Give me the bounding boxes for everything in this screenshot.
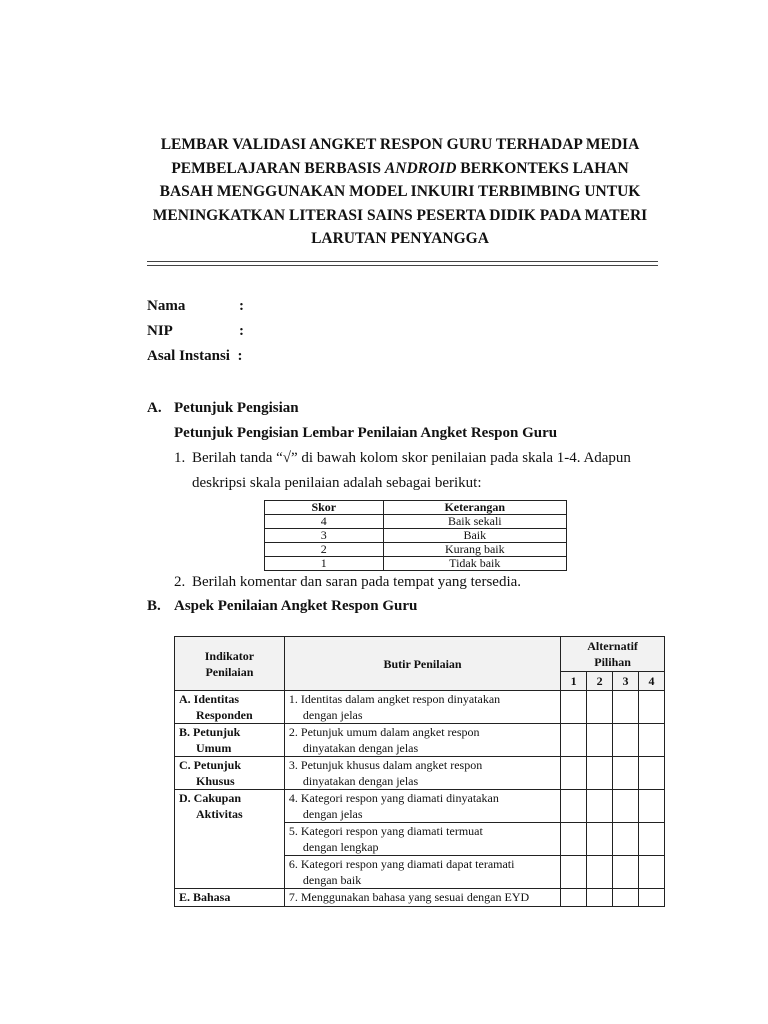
item-cell: [284, 724, 560, 757]
scale-description: Kurang baik: [383, 543, 566, 557]
field-nip-colon: :: [239, 323, 244, 339]
table-row: [265, 515, 567, 529]
scale-description: Tidak baik: [383, 557, 566, 571]
field-nip: [147, 323, 244, 340]
title-line-1: LEMBAR VALIDASI ANGKET RESPON GURU TERHADAP MEDIA: [160, 136, 640, 153]
indicator-line-2: Responden: [196, 708, 253, 722]
score-cell-1[interactable]: [561, 691, 587, 724]
table-row: [175, 757, 665, 790]
header-alternatif-line-1: Alternatif: [587, 639, 638, 653]
scale-description: Baik sekali: [383, 515, 566, 529]
score-col-3: 3: [613, 672, 639, 691]
score-cell-1[interactable]: [561, 823, 587, 856]
item-cell: [284, 889, 560, 907]
section-a-heading: Petunjuk Pengisian: [174, 400, 299, 416]
header-indikator-line-1: Indikator: [204, 648, 255, 663]
score-col-2: 2: [587, 672, 613, 691]
item-line-1: 6. Kategori respon yang diamati dapat teramati: [288, 857, 515, 871]
score-cell-4[interactable]: [639, 856, 665, 889]
score-cell-4[interactable]: [639, 889, 665, 907]
indicator-cell: [175, 691, 285, 724]
indicator-line-1: E. Bahasa: [179, 890, 231, 904]
score-cell-1[interactable]: [561, 856, 587, 889]
header-alternatif: [561, 637, 665, 672]
scale-table-header: [265, 501, 567, 515]
item-line-2: dengan jelas: [302, 708, 363, 722]
field-nip-label: NIP: [147, 323, 173, 339]
indicator-line-2: Umum: [196, 741, 232, 755]
title-line-2-post: BERKONTEKS LAHAN: [456, 159, 629, 177]
title-line-2: [140, 157, 660, 181]
item-line-2: dengan baik: [302, 873, 362, 887]
scale-description: Baik: [383, 529, 566, 543]
field-nama: [147, 298, 244, 315]
scale-score: 2: [265, 543, 384, 557]
title-line-4: MENINGKATKAN LITERASI SAINS PESERTA DIDIK PADA MATERI: [152, 206, 648, 224]
indicator-cell: [175, 724, 285, 757]
item-line-2: dengan lengkap: [302, 840, 379, 854]
instruction-2-number: 2.: [174, 574, 186, 590]
scale-score: 4: [265, 515, 384, 529]
score-cell-4[interactable]: [639, 691, 665, 724]
section-b-marker: B.: [147, 598, 161, 614]
score-cell-3[interactable]: [613, 724, 639, 757]
score-cell-1[interactable]: [561, 790, 587, 823]
table-row: [265, 529, 567, 543]
section-a-marker: A.: [147, 400, 162, 416]
header-indikator: [175, 637, 285, 691]
item-cell: [284, 691, 560, 724]
item-line-2: dinyatakan dengan jelas: [302, 741, 419, 755]
field-asal-instansi-label: Asal Instansi: [147, 348, 230, 364]
field-nama-label: Nama: [147, 298, 186, 314]
item-line-2: dinyatakan dengan jelas: [302, 774, 419, 788]
item-cell: [284, 823, 560, 856]
score-cell-2[interactable]: [587, 757, 613, 790]
scale-score: 3: [265, 529, 384, 543]
score-cell-2[interactable]: [587, 691, 613, 724]
scale-header-keterangan: Keterangan: [383, 501, 566, 515]
item-line-1: 4. Kategori respon yang diamati dinyatakan: [288, 791, 499, 805]
title-line-3: BASAH MENGGUNAKAN MODEL INKUIRI TERBIMBING UNTUK: [159, 183, 641, 200]
title-line-2-pre: PEMBELAJARAN BERBASIS: [171, 159, 385, 177]
document-title: [140, 133, 660, 251]
section-a-subheading: Petunjuk Pengisian Lembar Penilaian Angket Respon Guru: [174, 425, 558, 441]
score-cell-3[interactable]: [613, 889, 639, 907]
title-android-word: ANDROID: [384, 159, 457, 177]
item-line-1: 1. Identitas dalam angket respon dinyatakan: [288, 692, 501, 706]
indicator-cell: [175, 889, 285, 907]
instruction-2-text: Berilah komentar dan saran pada tempat yang tersedia.: [192, 574, 522, 590]
table-row: [265, 557, 567, 571]
title-divider-thick: [147, 261, 658, 262]
field-asal-instansi: [147, 348, 242, 365]
item-cell: [284, 790, 560, 823]
section-b-heading: Aspek Penilaian Angket Respon Guru: [174, 598, 418, 614]
score-cell-2[interactable]: [587, 856, 613, 889]
score-cell-2[interactable]: [587, 790, 613, 823]
scale-score: 1: [265, 557, 384, 571]
score-cell-2[interactable]: [587, 724, 613, 757]
instruction-1-line-1: Berilah tanda “√” di bawah kolom skor penilaian pada skala 1-4. Adapun: [192, 450, 631, 466]
indicator-line-1: C. Petunjuk: [179, 758, 242, 772]
item-line-1: 7. Menggunakan bahasa yang sesuai dengan EYD: [288, 890, 530, 904]
table-row: [175, 889, 665, 907]
item-line-1: 3. Petunjuk khusus dalam angket respon: [288, 758, 483, 772]
score-cell-4[interactable]: [639, 724, 665, 757]
header-alternatif-line-2: Pilihan: [594, 655, 631, 669]
scale-header-skor: Skor: [265, 501, 384, 515]
score-cell-2[interactable]: [587, 823, 613, 856]
item-line-1: 5. Kategori respon yang diamati termuat: [288, 824, 483, 838]
title-divider-thin: [147, 265, 658, 266]
item-line-1: 2. Petunjuk umum dalam angket respon: [288, 725, 480, 739]
score-cell-3[interactable]: [613, 691, 639, 724]
indicator-cell: [175, 790, 285, 889]
score-cell-3[interactable]: [613, 856, 639, 889]
score-cell-4[interactable]: [639, 790, 665, 823]
item-line-2: dengan jelas: [302, 807, 363, 821]
score-col-1: 1: [561, 672, 587, 691]
table-row: [175, 790, 665, 823]
score-cell-2[interactable]: [587, 889, 613, 907]
score-cell-3[interactable]: [613, 757, 639, 790]
indicator-line-1: A. Identitas: [179, 692, 240, 706]
score-cell-4[interactable]: [639, 823, 665, 856]
score-cell-4[interactable]: [639, 757, 665, 790]
item-cell: [284, 757, 560, 790]
indicator-line-2: Khusus: [196, 774, 235, 788]
score-cell-1[interactable]: [561, 724, 587, 757]
assessment-header-row: [175, 637, 665, 672]
table-row: [265, 543, 567, 557]
instruction-1-line-2: deskripsi skala penilaian adalah sebagai berikut:: [192, 475, 482, 491]
score-cell-3[interactable]: [613, 790, 639, 823]
table-row: [175, 691, 665, 724]
title-line-5: LARUTAN PENYANGGA: [311, 230, 489, 247]
indicator-line-1: B. Petunjuk: [179, 725, 241, 739]
field-asal-instansi-colon: :: [237, 348, 243, 364]
header-butir: Butir Penilaian: [284, 637, 560, 691]
item-cell: [284, 856, 560, 889]
scale-table: [264, 500, 567, 571]
score-cell-1[interactable]: [561, 757, 587, 790]
indicator-line-2: Aktivitas: [196, 807, 243, 821]
instruction-1-number: 1.: [174, 450, 186, 466]
score-cell-1[interactable]: [561, 889, 587, 907]
header-indikator-line-2: Penilaian: [205, 664, 254, 679]
score-cell-3[interactable]: [613, 823, 639, 856]
indicator-line-1: D. Cakupan: [179, 791, 242, 805]
assessment-table: [174, 636, 665, 907]
table-row: [175, 724, 665, 757]
field-nama-colon: :: [239, 298, 244, 314]
indicator-cell: [175, 757, 285, 790]
score-col-4: 4: [639, 672, 665, 691]
